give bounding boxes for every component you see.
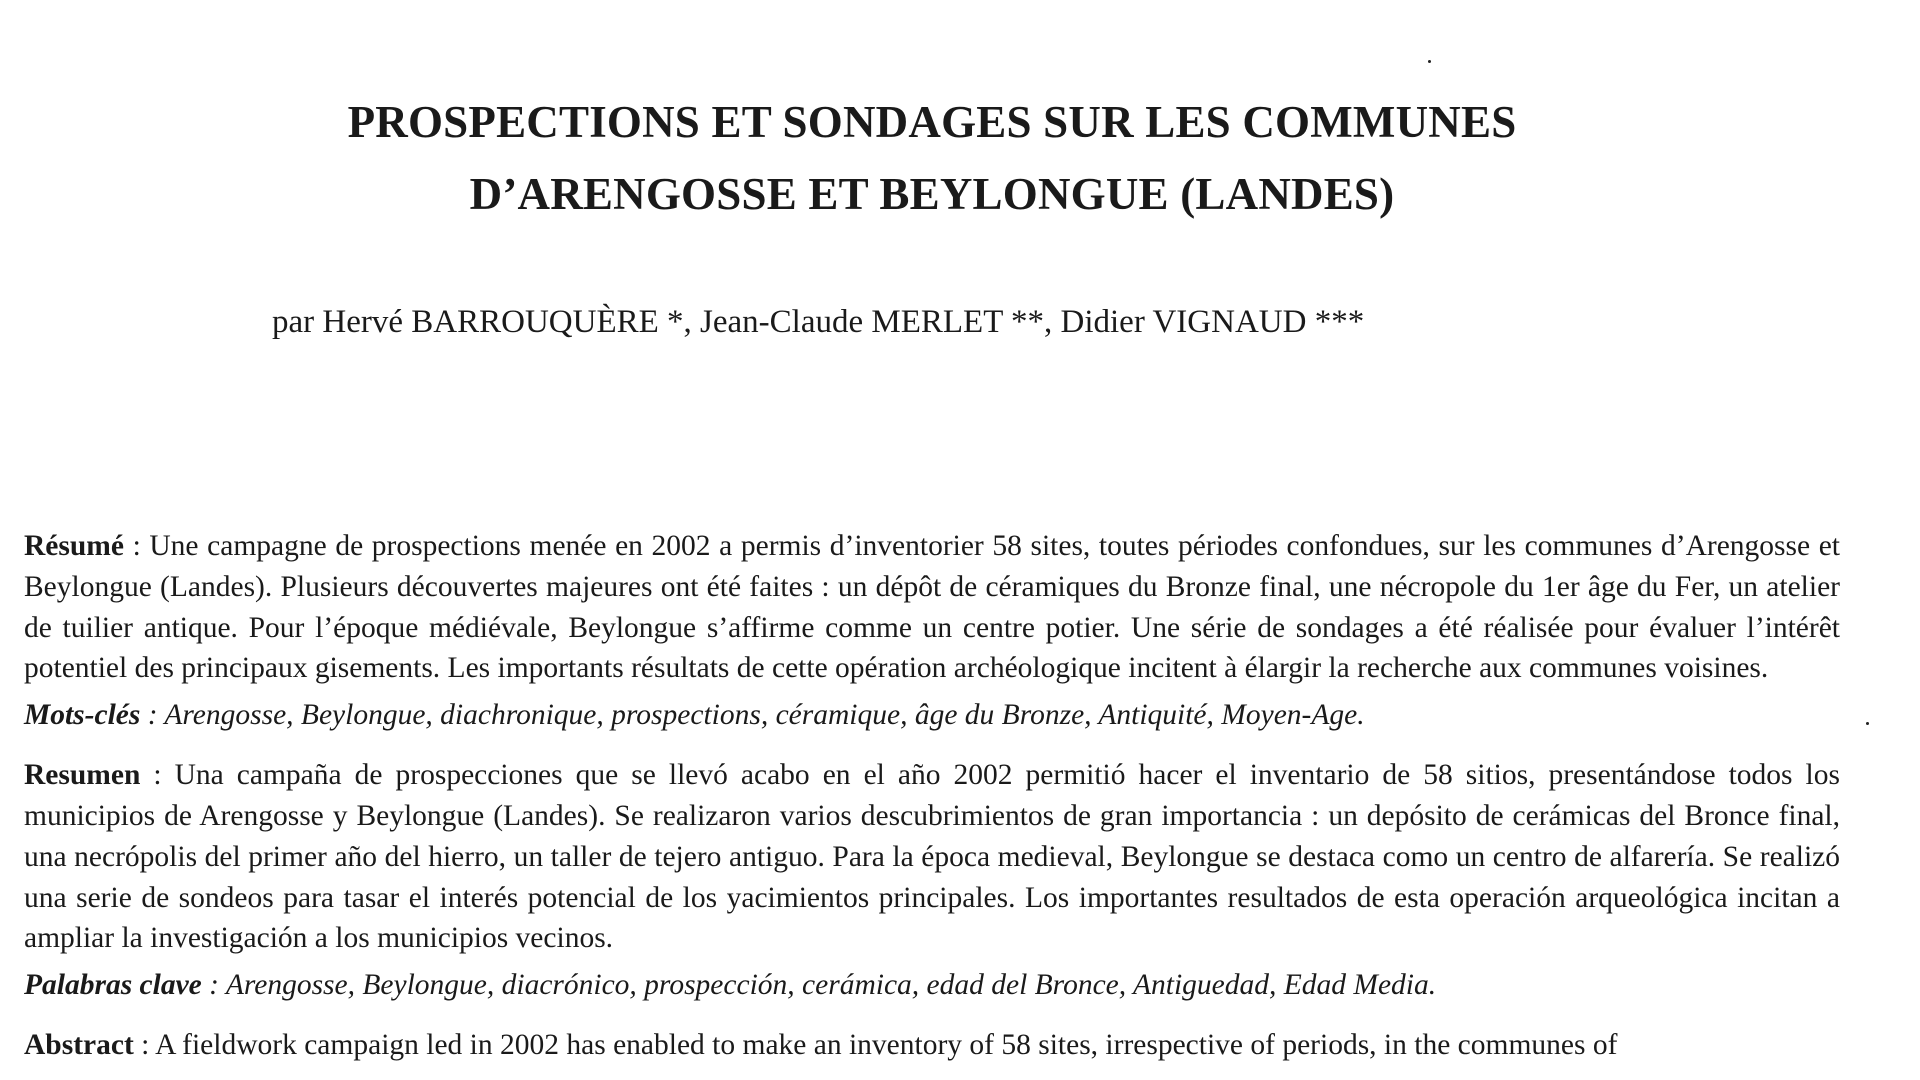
abstract-text: : A fieldwork campaign led in 2002 has enabled to make an inventory of 58 sites, irrespective of periods, in the communes of: [133, 1029, 1618, 1062]
scan-speck: [1866, 722, 1869, 725]
scan-speck: [1428, 60, 1431, 63]
mots-cles-label: Mots-clés: [24, 699, 141, 732]
palabras-clave-label: Palabras clave: [24, 969, 202, 1002]
abstract-label: Abstract: [24, 1029, 134, 1062]
title-line-1: PROSPECTIONS ET SONDAGES SUR LES COMMUNES: [347, 97, 1517, 147]
author-line: par Hervé BARROUQUÈRE *, Jean-Claude MERLET **, Didier VIGNAUD ***: [272, 304, 1365, 340]
resumen-text: : Una campaña de prospecciones que se llevó acabo en el año 2002 permitió hacer el inventario de 58 sitios, presentándose todos los municipios de Arengosse y Beylongue (Landes). Se realizaron varios descubrimientos de gran importancia : un depósito de cerámicas del Bronce final, una necrópolis del primer año del hierro, un taller de tejero antiguo. Para la época medieval, Beylongue se destaca como un centro de alfarería. Se realizó una serie de sondeos para tasar el interés potencial de los yacimientos principales. Los importantes resultados de esta operación arqueológica incitan a ampliar la investigación a los municipios vecinos.: [24, 759, 1840, 955]
mots-cles-line: [24, 695, 1840, 735]
article-title: [0, 86, 1864, 230]
resume-text: : Une campagne de prospections menée en 2002 a permis d’inventorier 58 sites, toutes périodes confondues, sur les communes d’Arengosse et Beylongue (Landes). Plusieurs découvertes majeures ont été faites : un dépôt de céramiques du Bronze final, une nécropole du 1er âge du Fer, un atelier de tuilier antique. Pour l’époque médiévale, Beylongue s’affirme comme un centre potier. Une série de sondages a été réalisée pour évaluer l’intérêt potentiel des principaux gisements. Les importants résultats de cette opération archéologique incitent à élargir la recherche aux communes voisines.: [24, 530, 1840, 685]
resumen-paragraph: [24, 755, 1840, 959]
abstract-section: [24, 526, 1840, 1066]
abstract-paragraph: [24, 1025, 1840, 1066]
title-line-2: D’ARENGOSSE ET BEYLONGUE (LANDES): [469, 169, 1395, 219]
resume-label: Résumé: [24, 530, 124, 562]
resume-paragraph: [24, 526, 1840, 689]
palabras-clave-line: [24, 965, 1840, 1005]
mots-cles-text: : Arengosse, Beylongue, diachronique, prospections, céramique, âge du Bronze, Antiquité, Moyen-Age.: [140, 699, 1365, 732]
palabras-clave-text: : Arengosse, Beylongue, diacrónico, prospección, cerámica, edad del Bronce, Antiguedad, Edad Media.: [201, 969, 1437, 1002]
resumen-label: Resumen: [24, 759, 141, 792]
